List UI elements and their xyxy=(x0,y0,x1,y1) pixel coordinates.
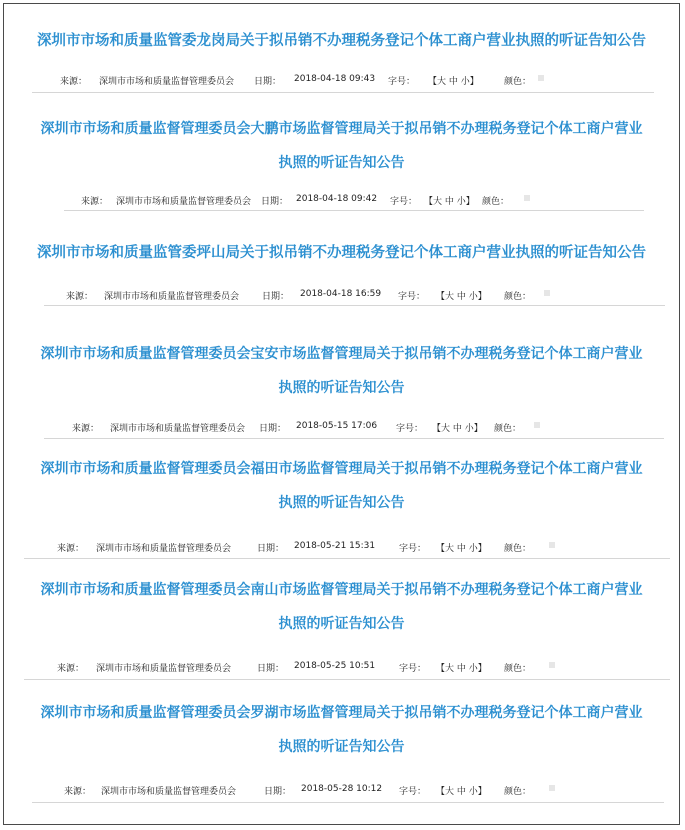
source-label: 来源： xyxy=(64,787,92,797)
notice-divider xyxy=(32,802,664,803)
notice-title-link[interactable]: 执照的听证告知公告 xyxy=(278,380,405,396)
notice-title-link[interactable]: 深圳市市场和质量监督管理委员会罗湖市场监督管理局关于拟吊销不办理税务登记个体工商户营业 xyxy=(40,705,643,721)
date-value: 2018-04-18 09:42 xyxy=(296,194,378,204)
notice-title-link[interactable]: 深圳市市场和质量监督管理委员会宝安市场监督管理局关于拟吊销不办理税务登记个体工商户营业 xyxy=(40,346,643,362)
font-size-options[interactable]: 【大 中 小】 xyxy=(428,77,479,87)
notice-title-link[interactable]: 执照的听证告知公告 xyxy=(278,495,405,511)
font-size-options[interactable]: 【大 中 小】 xyxy=(436,787,487,797)
notice-divider xyxy=(24,679,670,680)
source-value: 深圳市市场和质量监督管理委员会 xyxy=(101,787,237,797)
notice-title-link[interactable]: 深圳市市场和质量监管委龙岗局关于拟吊销不办理税务登记个体工商户营业执照的听证告知公告 xyxy=(37,33,646,49)
color-label: 颜色： xyxy=(504,787,532,797)
font-size-label: 字号： xyxy=(399,544,427,554)
color-label: 颜色： xyxy=(504,292,532,302)
font-size-label: 字号： xyxy=(396,424,424,434)
date-value: 2018-04-18 16:59 xyxy=(300,289,382,299)
font-size-label: 字号： xyxy=(398,292,426,302)
notice-list-frame xyxy=(3,3,680,825)
color-swatch[interactable] xyxy=(534,422,540,428)
font-size-options[interactable]: 【大 中 小】 xyxy=(436,292,487,302)
color-label: 颜色： xyxy=(504,77,532,87)
date-label: 日期： xyxy=(264,787,292,797)
color-swatch[interactable] xyxy=(524,195,530,201)
notice-title-link[interactable]: 执照的听证告知公告 xyxy=(278,616,405,632)
notice-divider xyxy=(24,558,670,559)
date-value: 2018-05-28 10:12 xyxy=(301,784,383,794)
date-value: 2018-05-15 17:06 xyxy=(296,421,378,431)
color-label: 颜色： xyxy=(504,544,532,554)
color-label: 颜色： xyxy=(504,664,532,674)
date-label: 日期： xyxy=(254,77,282,87)
color-label: 颜色： xyxy=(482,197,510,207)
source-label: 来源： xyxy=(57,544,85,554)
notice-title-link[interactable]: 深圳市市场和质量监督管理委员会福田市场监督管理局关于拟吊销不办理税务登记个体工商户营业 xyxy=(40,461,643,477)
notice-title-link[interactable]: 深圳市市场和质量监督管理委员会南山市场监督管理局关于拟吊销不办理税务登记个体工商户营业 xyxy=(40,582,643,598)
notice-title-link[interactable]: 执照的听证告知公告 xyxy=(278,155,405,171)
notice-title-link[interactable]: 深圳市市场和质量监管委坪山局关于拟吊销不办理税务登记个体工商户营业执照的听证告知公告 xyxy=(37,245,646,261)
date-label: 日期： xyxy=(261,197,289,207)
notice-divider xyxy=(64,210,644,211)
date-label: 日期： xyxy=(262,292,290,302)
date-value: 2018-05-21 15:31 xyxy=(294,541,376,551)
source-label: 来源： xyxy=(57,664,85,674)
source-value: 深圳市市场和质量监督管理委员会 xyxy=(104,292,240,302)
date-label: 日期： xyxy=(257,544,285,554)
color-label: 颜色： xyxy=(494,424,522,434)
notice-divider xyxy=(32,92,654,93)
source-label: 来源： xyxy=(66,292,94,302)
notice-divider xyxy=(44,438,664,439)
date-value: 2018-04-18 09:43 xyxy=(294,74,376,84)
font-size-label: 字号： xyxy=(388,77,416,87)
notice-title-link[interactable]: 执照的听证告知公告 xyxy=(278,739,405,755)
font-size-label: 字号： xyxy=(390,197,418,207)
color-swatch[interactable] xyxy=(549,662,555,668)
source-value: 深圳市市场和质量监督管理委员会 xyxy=(99,77,235,87)
notice-divider xyxy=(44,305,665,306)
source-value: 深圳市市场和质量监督管理委员会 xyxy=(96,544,232,554)
font-size-options[interactable]: 【大 中 小】 xyxy=(436,544,487,554)
date-label: 日期： xyxy=(259,424,287,434)
date-label: 日期： xyxy=(257,664,285,674)
color-swatch[interactable] xyxy=(549,785,555,791)
color-swatch[interactable] xyxy=(538,75,544,81)
date-value: 2018-05-25 10:51 xyxy=(294,661,376,671)
color-swatch[interactable] xyxy=(549,542,555,548)
font-size-label: 字号： xyxy=(399,664,427,674)
font-size-label: 字号： xyxy=(399,787,427,797)
source-label: 来源： xyxy=(72,424,100,434)
color-swatch[interactable] xyxy=(544,290,550,296)
font-size-options[interactable]: 【大 中 小】 xyxy=(436,664,487,674)
font-size-options[interactable]: 【大 中 小】 xyxy=(432,424,483,434)
notice-title-link[interactable]: 深圳市市场和质量监督管理委员会大鹏市场监督管理局关于拟吊销不办理税务登记个体工商户营业 xyxy=(40,121,643,137)
source-value: 深圳市市场和质量监督管理委员会 xyxy=(110,424,246,434)
source-label: 来源： xyxy=(60,77,88,87)
source-label: 来源： xyxy=(81,197,109,207)
source-value: 深圳市市场和质量监督管理委员会 xyxy=(116,197,252,207)
source-value: 深圳市市场和质量监督管理委员会 xyxy=(96,664,232,674)
font-size-options[interactable]: 【大 中 小】 xyxy=(424,197,475,207)
